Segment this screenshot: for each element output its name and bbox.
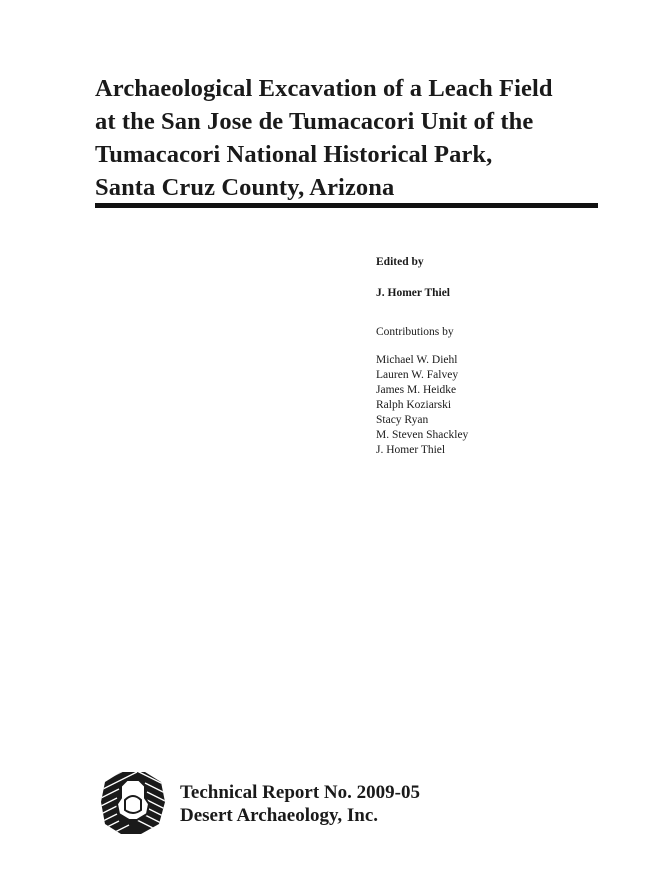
- title-line-4: Santa Cruz County, Arizona: [95, 174, 395, 201]
- title-line-3: Tumacacori National Historical Park,: [95, 141, 493, 168]
- title-divider: [95, 203, 598, 208]
- contributor-item: J. Homer Thiel: [376, 444, 446, 456]
- report-number: Technical Report No. 2009-05: [180, 782, 420, 803]
- report-info: [180, 781, 420, 827]
- edited-by-label: Edited by: [376, 256, 424, 268]
- title-line-2: at the San Jose de Tumacacori Unit of the: [95, 108, 534, 135]
- contributor-item: Stacy Ryan: [376, 414, 429, 426]
- contributor-item: Ralph Koziarski: [376, 399, 452, 411]
- credits-block: [376, 254, 636, 458]
- desert-archaeology-logo-icon: [99, 770, 167, 836]
- contributor-item: M. Steven Shackley: [376, 429, 469, 441]
- contributor-item: James M. Heidke: [376, 384, 457, 396]
- publisher-name: Desert Archaeology, Inc.: [180, 805, 379, 826]
- title-line-1: Archaeological Excavation of a Leach Field: [95, 75, 553, 102]
- contributions-label: Contributions by: [376, 326, 454, 338]
- contributor-item: Michael W. Diehl: [376, 354, 458, 366]
- editor-name: J. Homer Thiel: [376, 287, 451, 299]
- contributors-list: [376, 353, 636, 458]
- report-title: [95, 72, 605, 204]
- contributor-item: Lauren W. Falvey: [376, 369, 459, 381]
